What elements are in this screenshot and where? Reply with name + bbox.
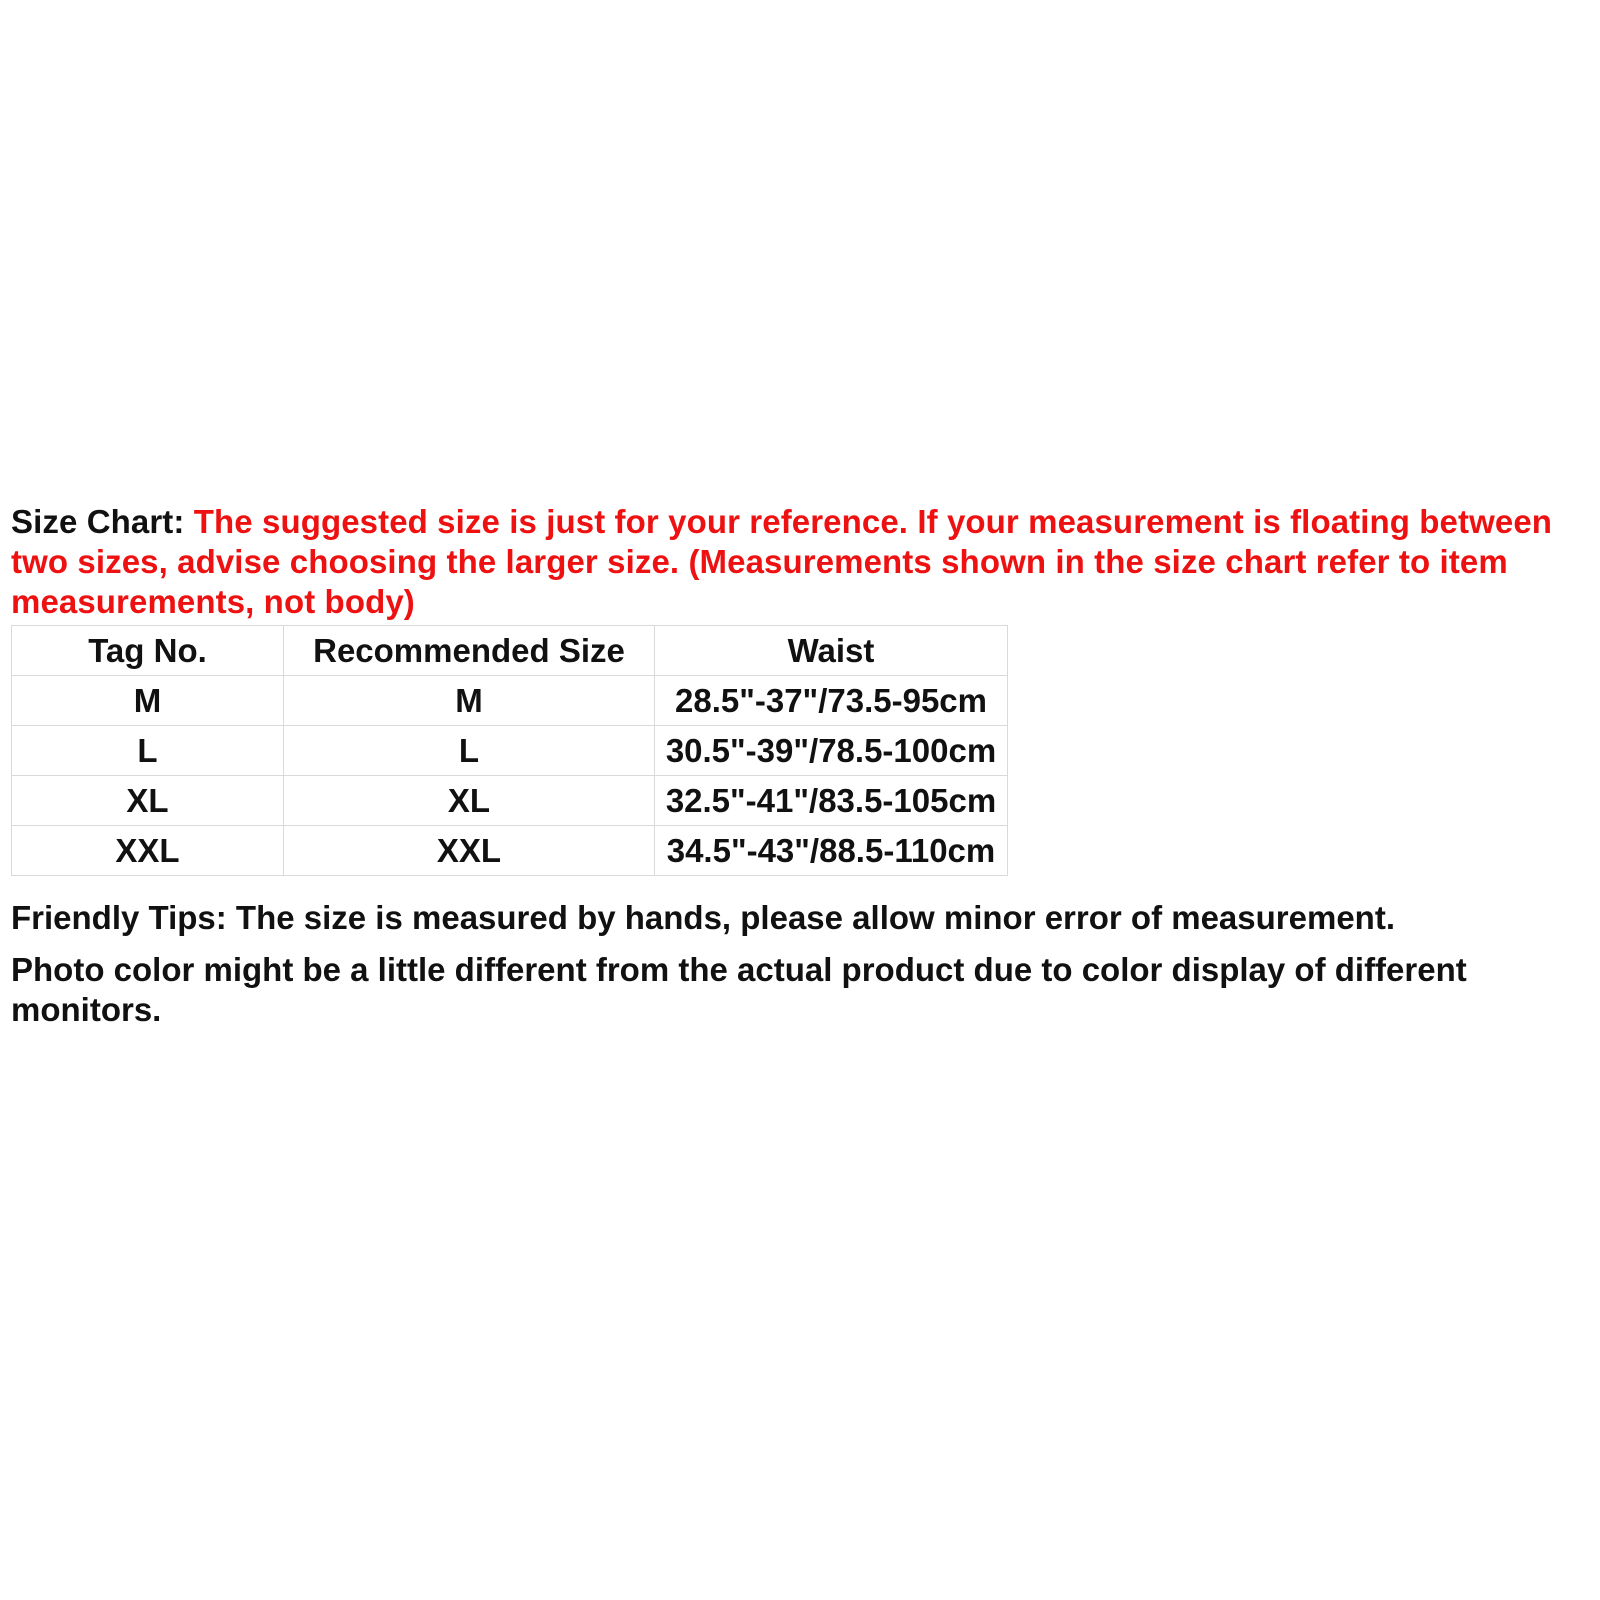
table-row xyxy=(12,776,1008,826)
cell-tag: XXL xyxy=(12,826,284,876)
size-chart-note: The suggested size is just for your reference. If your measurement is floating between two sizes, advise choosing the larger size. (Measurements shown in the size chart refer to item measurements, not body) xyxy=(11,503,1553,620)
table-header-row xyxy=(12,626,1008,676)
friendly-tips: Friendly Tips: The size is measured by hands, please allow minor error of measurement. xyxy=(11,899,1395,936)
cell-waist: 32.5"-41"/83.5-105cm xyxy=(655,776,1008,826)
cell-tag: L xyxy=(12,726,284,776)
cell-recommended: L xyxy=(284,726,655,776)
table-row xyxy=(12,826,1008,876)
cell-waist: 30.5"-39"/78.5-100cm xyxy=(655,726,1008,776)
photo-color-note: Photo color might be a little different from the actual product due to color display of different monitors. xyxy=(11,951,1467,1028)
size-table xyxy=(11,625,1008,876)
size-chart-content xyxy=(11,502,1586,1030)
header-waist: Waist xyxy=(655,626,1008,676)
cell-recommended: M xyxy=(284,676,655,726)
cell-recommended: XXL xyxy=(284,826,655,876)
cell-tag: M xyxy=(12,676,284,726)
header-tag-no: Tag No. xyxy=(12,626,284,676)
cell-recommended: XL xyxy=(284,776,655,826)
size-chart-intro xyxy=(11,502,1586,622)
cell-waist: 34.5"-43"/88.5-110cm xyxy=(655,826,1008,876)
table-row xyxy=(12,676,1008,726)
header-recommended-size: Recommended Size xyxy=(284,626,655,676)
cell-tag: XL xyxy=(12,776,284,826)
table-row xyxy=(12,726,1008,776)
size-chart-label: Size Chart: xyxy=(11,503,185,540)
cell-waist: 28.5"-37"/73.5-95cm xyxy=(655,676,1008,726)
